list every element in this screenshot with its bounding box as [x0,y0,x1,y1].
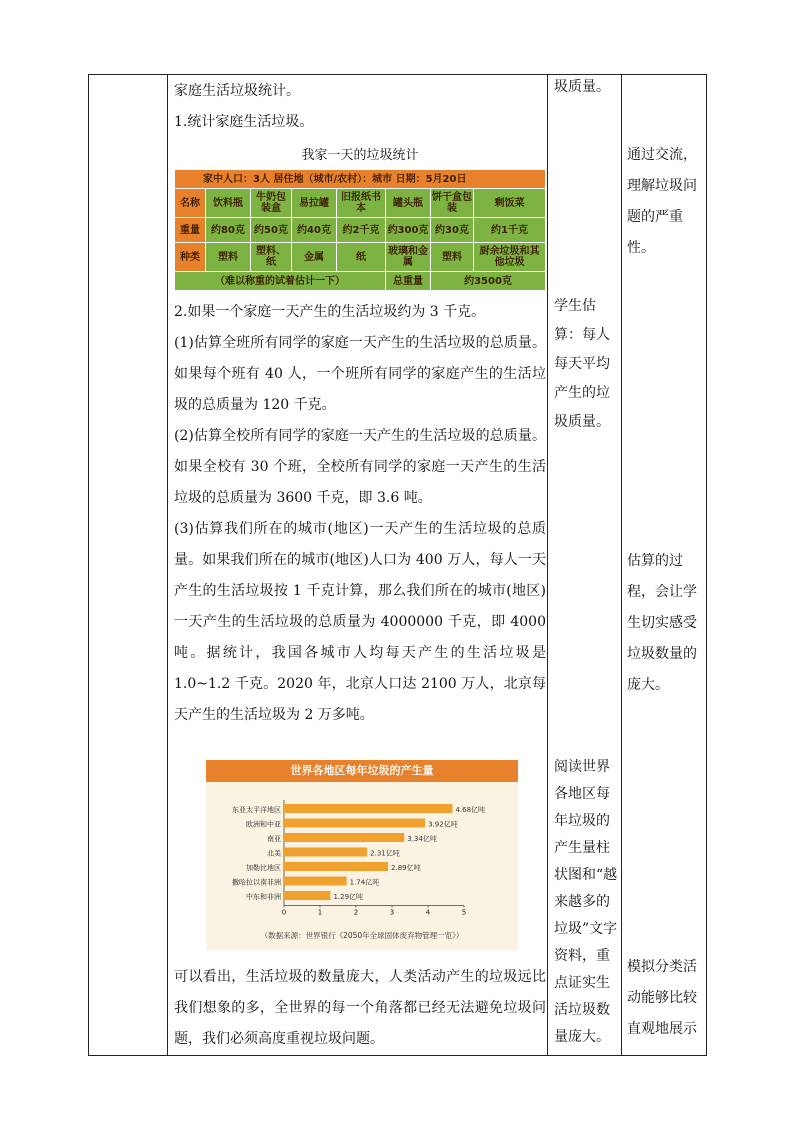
chart-category-label: 撒哈拉以南非洲 [232,878,281,887]
student-activity-3: 阅读世界各地区每年垃圾的产生量柱状图和“越来越多的垃圾”文字资料，重点证实生活垃圾数量庞大。 [554,759,618,1045]
chart-x-tick-label: 5 [461,908,467,917]
chart-category-label: 东亚太平洋地区 [232,806,281,814]
chart-bar [284,891,330,900]
table-cell: 塑料 [206,243,251,272]
chart-category-label: 欧洲和中亚 [246,820,281,829]
chart-value-label: 3.92亿吨 [428,820,458,829]
chart-category-label: 南亚 [267,835,281,843]
chart-value-label: 1.29亿吨 [333,893,364,901]
chart-value-label: 2.31亿吨 [370,849,400,858]
table-header: 家中人口：3人 居住地（城市/农村）：城市 日期：5月20日 [175,170,546,189]
table-cell: 塑料 [431,243,474,272]
chart-value-label: 1.74亿吨 [349,878,380,887]
chart-x-tick-label: 1 [317,908,323,917]
table-cell: 饮料瓶 [206,189,251,218]
table-cell: 剩饭菜 [474,189,546,218]
chart-x-tick-label: 2 [353,908,359,917]
chart-bar [284,804,452,813]
table-cell: 约2千克 [337,218,386,243]
table-cell: 罐头瓶 [386,189,431,218]
chart-value-label: 3.34亿吨 [407,835,437,843]
question2-1-text: (1)估算全班所有同学的家庭一天产生的生活垃圾的总质量。如果每个班有 40 人，一个班所有同学的家庭产生的生活垃圾的总质量为 120 千克。 [174,335,546,413]
chart-x-tick-label: 4 [425,908,431,917]
table-cell: 牛奶包装盒 [251,189,292,218]
chart-bar [284,848,367,857]
design-intent-2: 估算的过程，会让学生切实感受垃圾数量的庞大。 [627,553,697,693]
table-footer-value: 约3500克 [431,272,546,291]
table-caption: 我家一天的垃圾统计 [301,148,419,163]
table-cell: 约80克 [206,218,251,243]
column-divider [547,74,548,1056]
question2-2-text: (2)估算全校所有同学的家庭一天产生的生活垃圾的总质量。如果全校有 30 个班，全校所有同学的家庭一天产生的生活垃圾的总质量为 3600 千克，即 3.6 吨。 [174,428,546,506]
table-cell: 约50克 [251,218,292,243]
table-cell: 约30克 [431,218,474,243]
chart-value-label: 2.89亿吨 [391,864,421,872]
question2-text: 2.如果一个家庭一天产生的生活垃圾约为 3 千克。 [174,304,486,320]
waste-bar-chart [206,760,518,950]
design-intent-1: 通过交流，理解垃圾问题的严重性。 [627,147,697,256]
table-cell: 纸 [337,243,386,272]
chart-x-tick-label: 3 [389,908,395,917]
chart-bar [284,877,347,886]
chart-source-note: （数据来源：世界银行《2050年全球固体废弃物管理一览》） [260,931,464,940]
table-cell: 名称 [175,189,206,218]
table-row [175,189,546,218]
table-row [175,218,546,243]
table-cell: 约1千克 [474,218,546,243]
chart-x-tick-label: 0 [281,908,287,917]
intro-text: 家庭生活垃圾统计。 [174,83,300,99]
table-row [175,243,546,272]
chart-category-label: 中东和非洲 [246,893,281,901]
chart-title: 世界各地区每年垃圾的产生量 [206,760,518,782]
table-row [175,272,546,291]
chart-bar [284,819,425,828]
table-cell: 种类 [175,243,206,272]
table-cell: 饼干盒包装 [431,189,474,218]
table-cell: 约300克 [386,218,431,243]
chart-plot [206,760,518,950]
chart-category-label: 加勒比地区 [246,864,281,872]
table-cell: 重量 [175,218,206,243]
table-cell: 金属 [292,243,337,272]
student-activity-1: 圾质量。 [554,79,610,95]
column-divider [167,74,168,1056]
table-cell: 塑料、纸 [251,243,292,272]
table-cell: 旧报纸书本 [337,189,386,218]
table-footer-note: （难以称重的试着估计一下） [175,272,386,291]
table-cell: 厨余垃圾和其他垃圾 [474,243,546,272]
design-intent-3: 模拟分类活动能够比较直观地展示 [627,959,697,1037]
main-content-column [174,76,546,731]
step1-text: 1.统计家庭生活垃圾。 [174,114,314,130]
chart-bar [284,833,404,842]
student-activity-2: 学生估算：每人每天平均产生的垃圾质量。 [554,298,610,430]
chart-category-label: 北美 [267,849,281,858]
column-divider [621,74,622,1056]
table-cell: 易拉罐 [292,189,337,218]
chart-bar [284,862,388,871]
table-footer-label: 总重量 [386,272,431,291]
table-cell: 玻璃和金属 [386,243,431,272]
conclusion-text: 可以看出，生活垃圾的数量庞大，人类活动产生的垃圾远比我们想象的多，全世界的每一个角落都已经无法避免垃圾问题，我们必须高度重视垃圾问题。 [174,969,546,1047]
table-cell: 约40克 [292,218,337,243]
garbage-statistics-table [174,169,546,291]
chart-value-label: 4.68亿吨 [455,806,486,814]
question2-3-text: (3)估算我们所在的城市(地区)一天产生的生活垃圾的总质量。如果我们所在的城市(地区)人口为 400 万人，每人一天产生的生活垃圾按 1 千克计算，那么我们所在的城市(地区)一天产生的生活垃圾的总质量为 4000000 千克，即 4000 吨。据统计，我国各城市人均每天产生的生活垃圾是 1.0~1.2 千克。2020 年，北京人口达 2100 万人，北京每天产生的生活垃圾为 2 万多吨。 [174,521,546,723]
